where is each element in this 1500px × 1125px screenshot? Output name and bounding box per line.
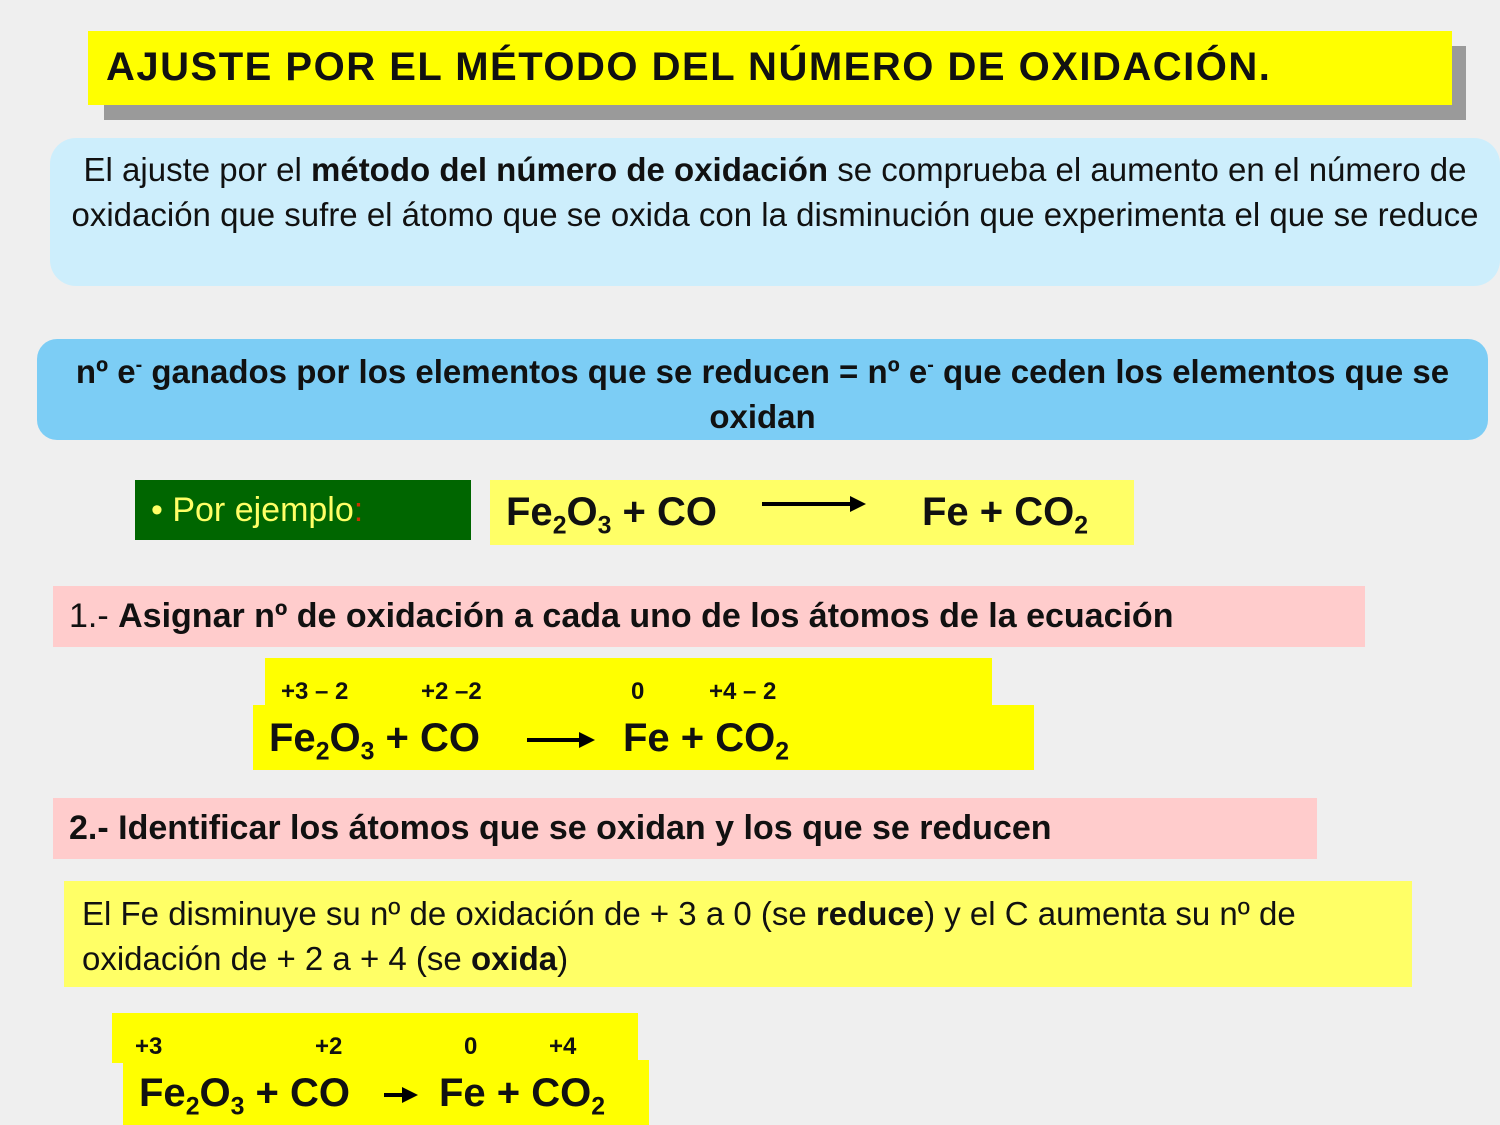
reaction-arrow-icon [384, 1093, 414, 1097]
example-label [135, 480, 471, 540]
explanation-box [64, 881, 1412, 987]
rule-part1: nº e [75, 353, 136, 390]
step-2-number: 2.- [69, 809, 119, 847]
ox-co2: +4 – 2 [709, 678, 777, 705]
example-reactants [506, 490, 717, 540]
rule-sup1: - [135, 354, 143, 377]
subscript: 2 [591, 1093, 606, 1121]
formula-co: + CO [611, 490, 717, 534]
formula-o: O [199, 1071, 231, 1115]
step-1-text: Asignar nº de oxidación a cada uno de los átomos de la ecuación [118, 597, 1174, 635]
example-colon: : [353, 491, 364, 529]
intro-text-bold: método del número de oxidación [311, 151, 829, 188]
rule-box [37, 339, 1488, 440]
ox-c-product: +4 [549, 1033, 577, 1060]
subscript: 2 [315, 738, 330, 766]
oxidation-numbers-row-1 [265, 658, 992, 708]
eq2-products [439, 1071, 606, 1121]
subscript: 2 [185, 1093, 200, 1121]
ox-fe: 0 [631, 678, 645, 705]
rule-part2: ganados por los elementos que se reducen = nº e [142, 353, 928, 390]
rule-sup2: - [927, 354, 934, 377]
subscript: 2 [775, 738, 790, 766]
ox-c: +2 [315, 1033, 343, 1060]
intro-text-pre: El ajuste por el [83, 151, 311, 188]
eq1-reactants [269, 716, 480, 766]
explain-oxida: oxida [470, 940, 558, 977]
oxidation-numbers-row-2 [112, 1013, 638, 1063]
subscript: 3 [597, 512, 612, 540]
formula-products: Fe + CO [623, 716, 776, 760]
equation-row-1 [253, 705, 1034, 770]
eq1-products [623, 716, 790, 766]
formula-products: Fe + CO [922, 490, 1075, 534]
page-title: AJUSTE POR EL MÉTODO DEL NÚMERO DE OXIDACIÓN. [88, 31, 1452, 105]
ox-fe2o3: +3 – 2 [281, 678, 349, 705]
eq2-reactants [139, 1071, 350, 1121]
formula-fe: Fe [139, 1071, 186, 1115]
formula-co: + CO [244, 1071, 350, 1115]
step-1-heading [53, 586, 1365, 647]
ox-fe: +3 [135, 1033, 163, 1060]
reaction-arrow-icon [527, 738, 591, 742]
ox-co: +2 –2 [421, 678, 482, 705]
step-1-number: 1.- [69, 597, 119, 635]
subscript: 3 [360, 738, 375, 766]
reaction-arrow-icon [762, 502, 862, 506]
step-2-text: Identificar los átomos que se oxidan y los que se reducen [118, 809, 1052, 847]
intro-box [50, 138, 1500, 286]
ox-fe-product: 0 [464, 1033, 478, 1060]
explain-p3: ) [557, 940, 569, 977]
explain-p1: El Fe disminuye su nº de oxidación de + 3 a 0 (se [82, 895, 816, 932]
formula-products: Fe + CO [439, 1071, 592, 1115]
explain-p2: ) y el C aumenta su nº de oxidación de + 2 a + 4 (se [82, 895, 1296, 977]
rule-part3: que ceden los elementos que se oxidan [709, 353, 1450, 435]
example-products [922, 490, 1089, 540]
example-bullet: • Por ejemplo [151, 491, 354, 529]
explain-reduce: reduce [815, 895, 925, 932]
formula-o: O [329, 716, 361, 760]
formula-fe: Fe [269, 716, 316, 760]
equation-row-2 [123, 1060, 649, 1125]
step-2-heading [53, 798, 1317, 859]
formula-fe: Fe [506, 490, 553, 534]
intro-text-post: se comprueba el aumento en el número de oxidación que sufre el átomo que se oxida con la disminución que experimenta el que se reduce [71, 151, 1479, 233]
subscript: 2 [1074, 512, 1089, 540]
subscript: 3 [230, 1093, 245, 1121]
subscript: 2 [552, 512, 567, 540]
formula-co: + CO [374, 716, 480, 760]
example-equation [490, 480, 1134, 545]
formula-o: O [566, 490, 598, 534]
